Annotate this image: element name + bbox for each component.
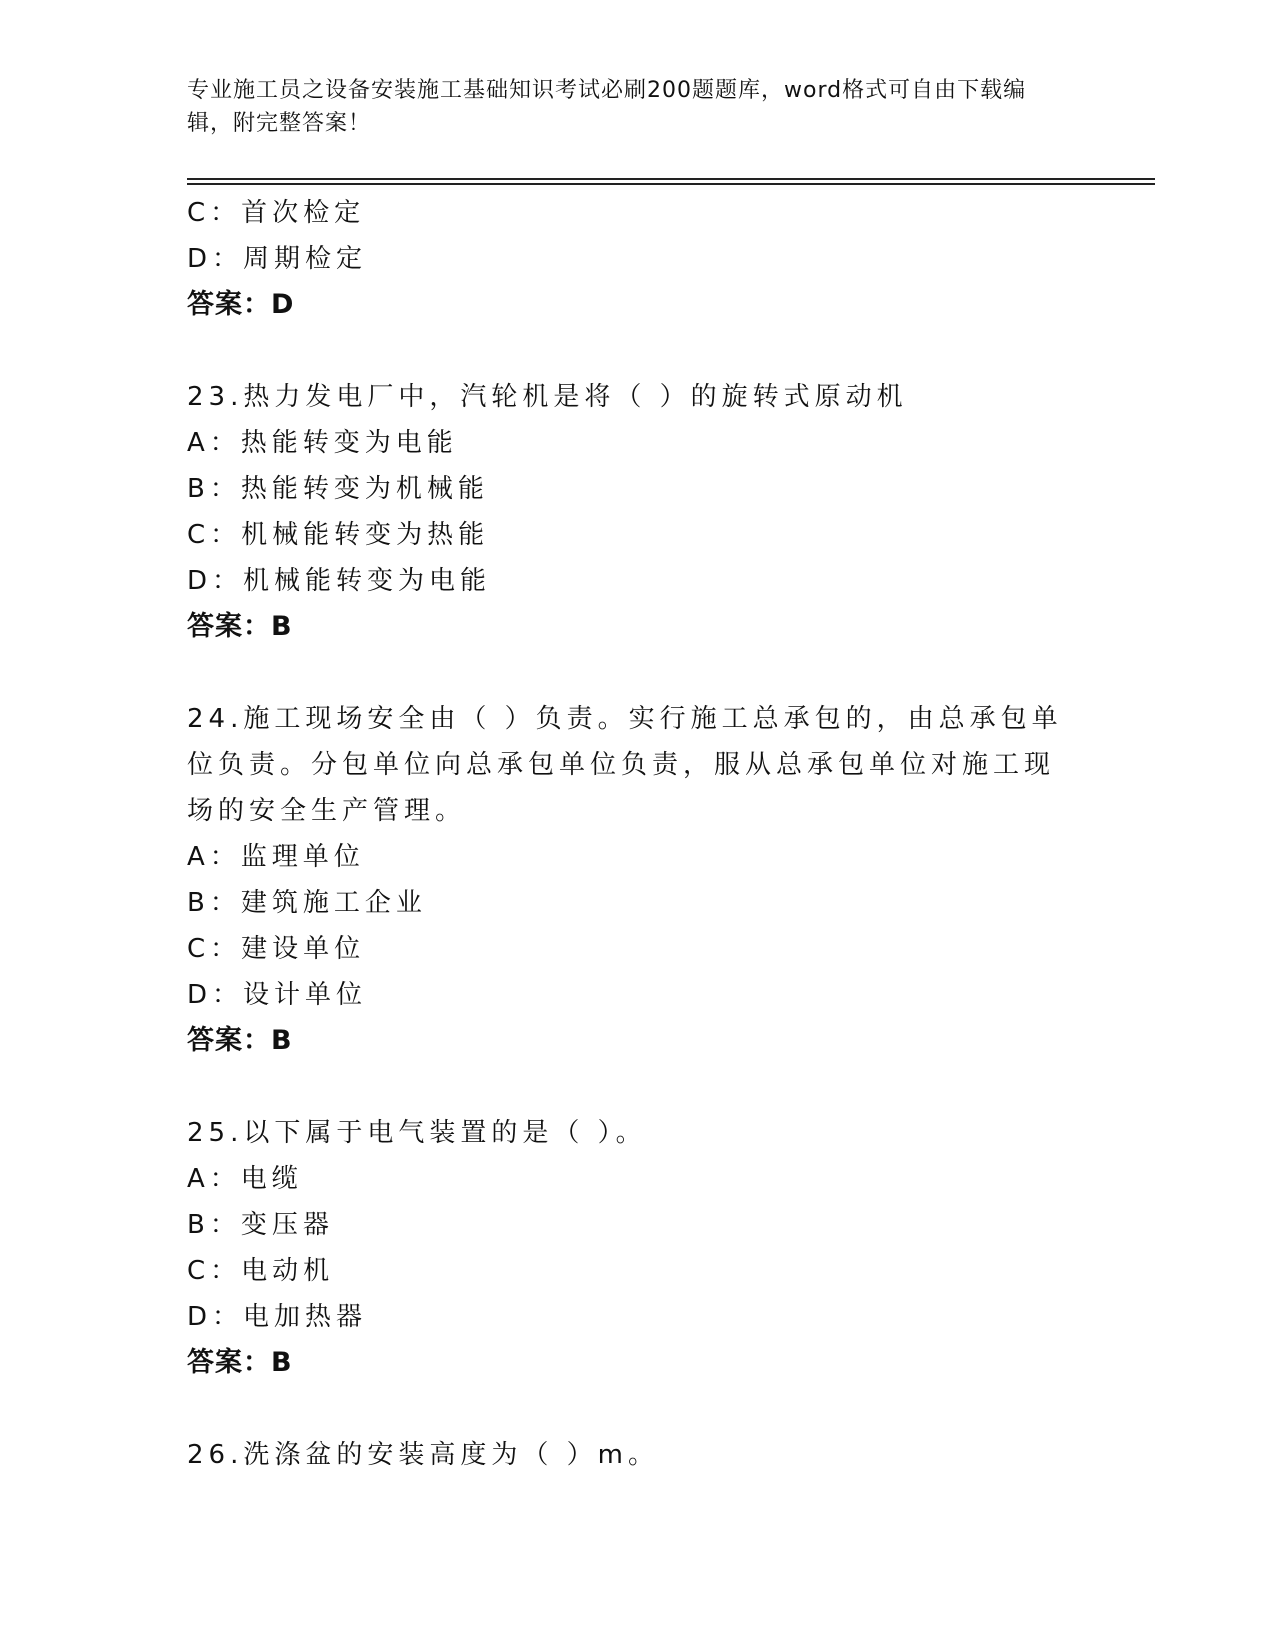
option-b: B：建筑施工企业 [187, 888, 427, 918]
question-24 [187, 696, 1067, 1064]
question-text: 25.以下属于电气装置的是（ ）。 [187, 1118, 647, 1148]
document-header: 专业施工员之设备安装施工基础知识考试必刷200题题库，word格式可自由下载编辑，附完整答案！ [187, 78, 1027, 136]
answer-line: 答案：B [187, 1347, 293, 1378]
option-a: A：电缆 [187, 1164, 303, 1194]
option-d: D：设计单位 [187, 980, 368, 1010]
option-c: C：电动机 [187, 1256, 335, 1286]
question-text: 24.施工现场安全由（ ）负责。实行施工总承包的，由总承包单位负责。分包单位向总承包单位负责，服从总承包单位对施工现场的安全生产管理。 [187, 704, 1063, 826]
question-26 [187, 1432, 1067, 1478]
header-divider-top [187, 178, 1155, 180]
option-d: D：机械能转变为电能 [187, 566, 492, 596]
question-text: 23.热力发电厂中，汽轮机是将（ ）的旋转式原动机 [187, 382, 908, 412]
option-d: D：电加热器 [187, 1302, 368, 1332]
header-divider-bottom [187, 183, 1155, 185]
question-25 [187, 1110, 1067, 1386]
question-list [187, 190, 1067, 1478]
spacer [187, 1064, 1067, 1110]
spacer [187, 1386, 1067, 1432]
option-a: A：监理单位 [187, 842, 365, 872]
spacer [187, 328, 1067, 374]
spacer [187, 650, 1067, 696]
answer-line: 答案：D [187, 289, 295, 320]
option-c: C：机械能转变为热能 [187, 520, 490, 550]
option-b: B：变压器 [187, 1210, 334, 1240]
answer-line: 答案：B [187, 611, 293, 642]
option-b: B：热能转变为机械能 [187, 474, 489, 504]
answer-line: 答案：B [187, 1025, 293, 1056]
question-23 [187, 374, 1067, 650]
option-d: D：周期检定 [187, 244, 368, 274]
question-text: 26.洗涤盆的安装高度为（ ）m。 [187, 1440, 659, 1470]
question-22-continued [187, 190, 1067, 328]
option-a: A：热能转变为电能 [187, 428, 458, 458]
option-c: C：首次检定 [187, 198, 366, 228]
option-c: C：建设单位 [187, 934, 366, 964]
